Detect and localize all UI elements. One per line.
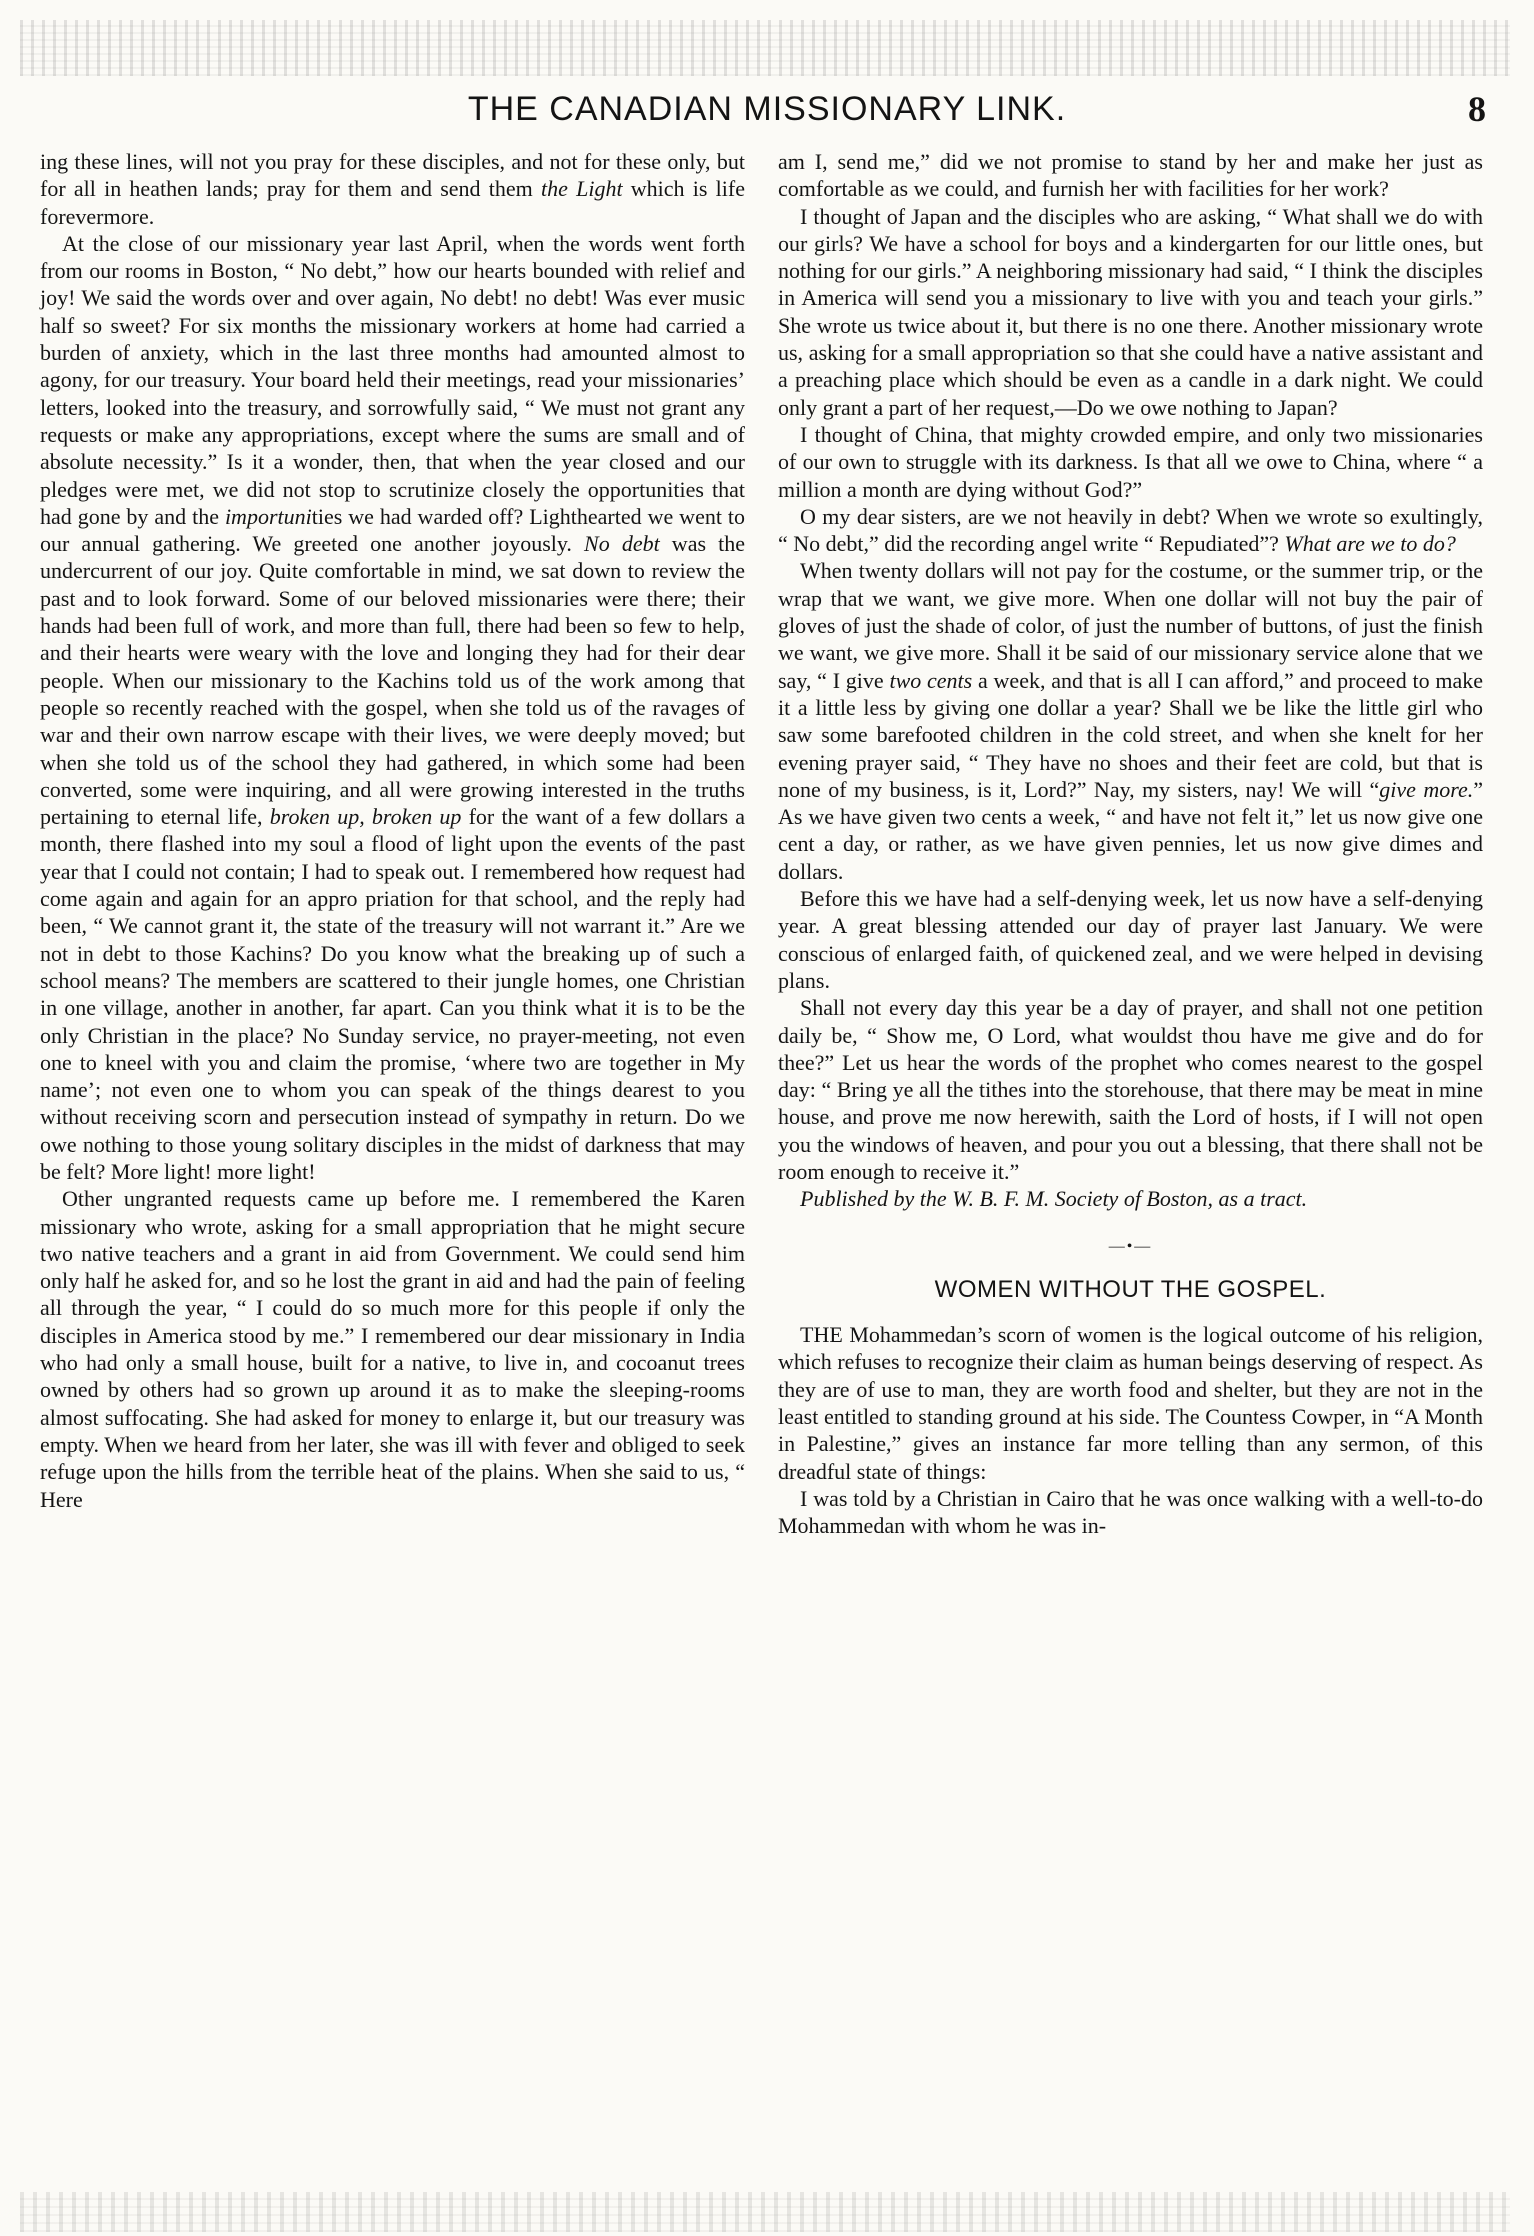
paragraph: When twenty dollars will not pay for the costume, or the summer trip, or the wrap that we want, we give more. When one dollar will not buy the pair of gloves of just the shade of color, of just the number of buttons, of just the finish we want, we give more. Shall it be said of our missionary service alone that we say, “ I give two cents a week, and that is all I can afford,” and proceed to make it a little less by giving one dollar a year? Shall we be like the little girl who saw some barefooted children in the cold street, and when she knelt for her evening prayer said, “ They have no shoes and their feet are cold, but that is none of my business, is it, Lord?” Nay, my sisters, nay! We will “give more.” As we have given two cents a week, “ and have not felt it,” let us now give one cent a day, or rather, as we have given pennies, let us now give dimes and dollars.: [778, 558, 1483, 884]
right-column: [778, 148, 1483, 1540]
paragraph: I was told by a Christian in Cairo that he was once walking with a well-to-do Mohammedan with whom he was in-: [778, 1485, 1483, 1539]
paragraph: THE Mohammedan’s scorn of women is the logical outcome of his religion, which refuses to recognize their claim as human beings deserving of respect. As they are of use to man, they are worth food and shelter, but they are not in the least entitled to standing ground at his side. The Countess Cowper, in “A Month in Palestine,” gives an instance far more telling than any sermon, of this dreadful state of things:: [778, 1322, 1483, 1484]
scan-noise-bottom: [20, 2192, 1510, 2232]
paragraph: At the close of our missionary year last April, when the words went forth from our rooms in Boston, “ No debt,” how our hearts bounded with relief and joy! We said the words over and over again, No debt! no debt! Was ever music half so sweet? For six months the missionary workers at home had carried a burden of anxiety, which in the last three months had amounted almost to agony, for our treasury. Your board held their meetings, read your missionaries’ letters, looked into the treasury, and sorrowfully said, “ We must not grant any requests or make any appropriations, except where the sums are small and of absolute necessity.” Is it a wonder, then, that when the year closed and our pledges were met, we did not stop to scrutinize closely the opportunities that had gone by and the importunities we had warded off? Lighthearted we went to our annual gathering. We greeted one another joyously. No debt was the undercurrent of our joy. Quite comfortable in mind, we sat down to review the past and to look forward. Some of our beloved missionaries were there; their hands had been full of work, and more than full, there had been so few to help, and their hearts were weary with the love and longing they had for their dear people. When our missionary to the Kachins told us of the work among that people so recently reached with the gospel, when she told us of the ravages of war and their own narrow escape with their lives, we were deeply moved; but when she told us of the school they had gathered, in which some had been converted, some were inquiring, and all were growing interested in the truths pertaining to eternal life, broken up, broken up for the want of a few dollars a month, there flashed into my soul a flood of light upon the events of the past year that I could not contain; I had to speak out. I remembered how request had come again and again for an appro priation for that school, and the reply had been, “ We cannot grant it, the state of the treasury will not warrant it.” Are we not in debt to those Kachins? Do you know what the breaking up of such a school means? The members are scattered to their jungle homes, one Christian in one village, another in another, far apart. Can you think what it is to be the only Christian in the place? No Sunday service, no prayer-meeting, not even one to kneel with you and claim the promise, ‘where two are together in My name’; not even one to whom you can speak of the things dearest to you without receiving scorn and persecution instead of sympathy in return. Do we owe nothing to those young solitary disciples in the midst of darkness that may be felt? More light! more light!: [40, 230, 746, 1184]
byline: Published by the W. B. F. M. Society of Boston, as a tract.: [800, 1186, 1308, 1212]
paragraph: Before this we have had a self-denying week, let us now have a self-denying year. A great blessing attended our day of prayer last January. We were conscious of enlarged faith, of quickened zeal, and we were helped in devising plans.: [778, 886, 1483, 993]
paragraph: Shall not every day this year be a day of prayer, and shall not one petition daily be, “ Show me, O Lord, what wouldst thou have me give and do for thee?” Let us hear the words of the prophet who comes nearest to the gospel day: “ Bring ye all the tithes into the storehouse, that there may be meat in mine house, and prove me now herewith, saith the Lord of hosts, if I will not open you the windows of heaven, and pour you out a blessing, that there shall not be room enough to receive it.”: [778, 995, 1483, 1184]
scan-noise-top: [20, 20, 1510, 76]
page-number: 8: [1468, 89, 1486, 129]
section-heading: WOMEN WITHOUT THE GOSPEL.: [934, 1275, 1327, 1303]
paragraph: Other ungranted requests came up before me. I remembered the Karen missionary who wrote, asking for a small appropriation that he might secure two native teachers and a grant in aid from Government. We could send him only half he asked for, and so he lost the grant in aid and had the pain of feeling all through the year, “ I could do so much more for this people if only the disciples in America stood by me.” I remembered our dear missionary in India who had only a small house, built for a native, to live in, and cocoanut trees owned by others had so grown up around it as to make the sleeping-rooms almost suffocating. She had asked for money to enlarge it, but our treasury was empty. When we heard from her later, she was ill with fever and obliged to seek refuge upon the hills from the terrible heat of the plains. When she said to us, “ Here: [40, 1186, 745, 1512]
paragraph: am I, send me,” did we not promise to stand by her and make her just as comfortable as we could, and furnish her with facilities for her work?: [778, 149, 1483, 202]
paragraph: ing these lines, will not you pray for these disciples, and not for these only, but for all in heathen lands; pray for them and send them the Light which is life forevermore.: [40, 149, 745, 229]
paragraph: I thought of China, that mighty crowded empire, and only two missionaries of our own to struggle with its darkness. Is that all we owe to China, where “ a million a month are dying without God?”: [778, 421, 1483, 502]
left-column: [40, 148, 745, 1513]
section-separator: —•—: [1108, 1237, 1153, 1255]
paragraph: O my dear sisters, are we not heavily in debt? When we wrote so exultingly, “ No debt,” did the recording angel write “ Repudiated”? What are we to do?: [778, 503, 1483, 557]
paragraph: I thought of Japan and the disciples who are asking, “ What shall we do with our girls? We have a school for boys and a kindergarten for our little ones, but nothing for our girls.” A neighboring missionary had said, “ I think the disciples in America will send you a missionary to live with you and teach your girls.” She wrote us twice about it, but there is no one there. Another missionary wrote us, asking for a small appropriation so that she could have a native assistant and a preaching place which should be even as a candle in a dark night. We could only grant a part of her request,—Do we owe nothing to Japan?: [778, 203, 1483, 420]
running-title: THE CANADIAN MISSIONARY LINK.: [467, 90, 1067, 128]
